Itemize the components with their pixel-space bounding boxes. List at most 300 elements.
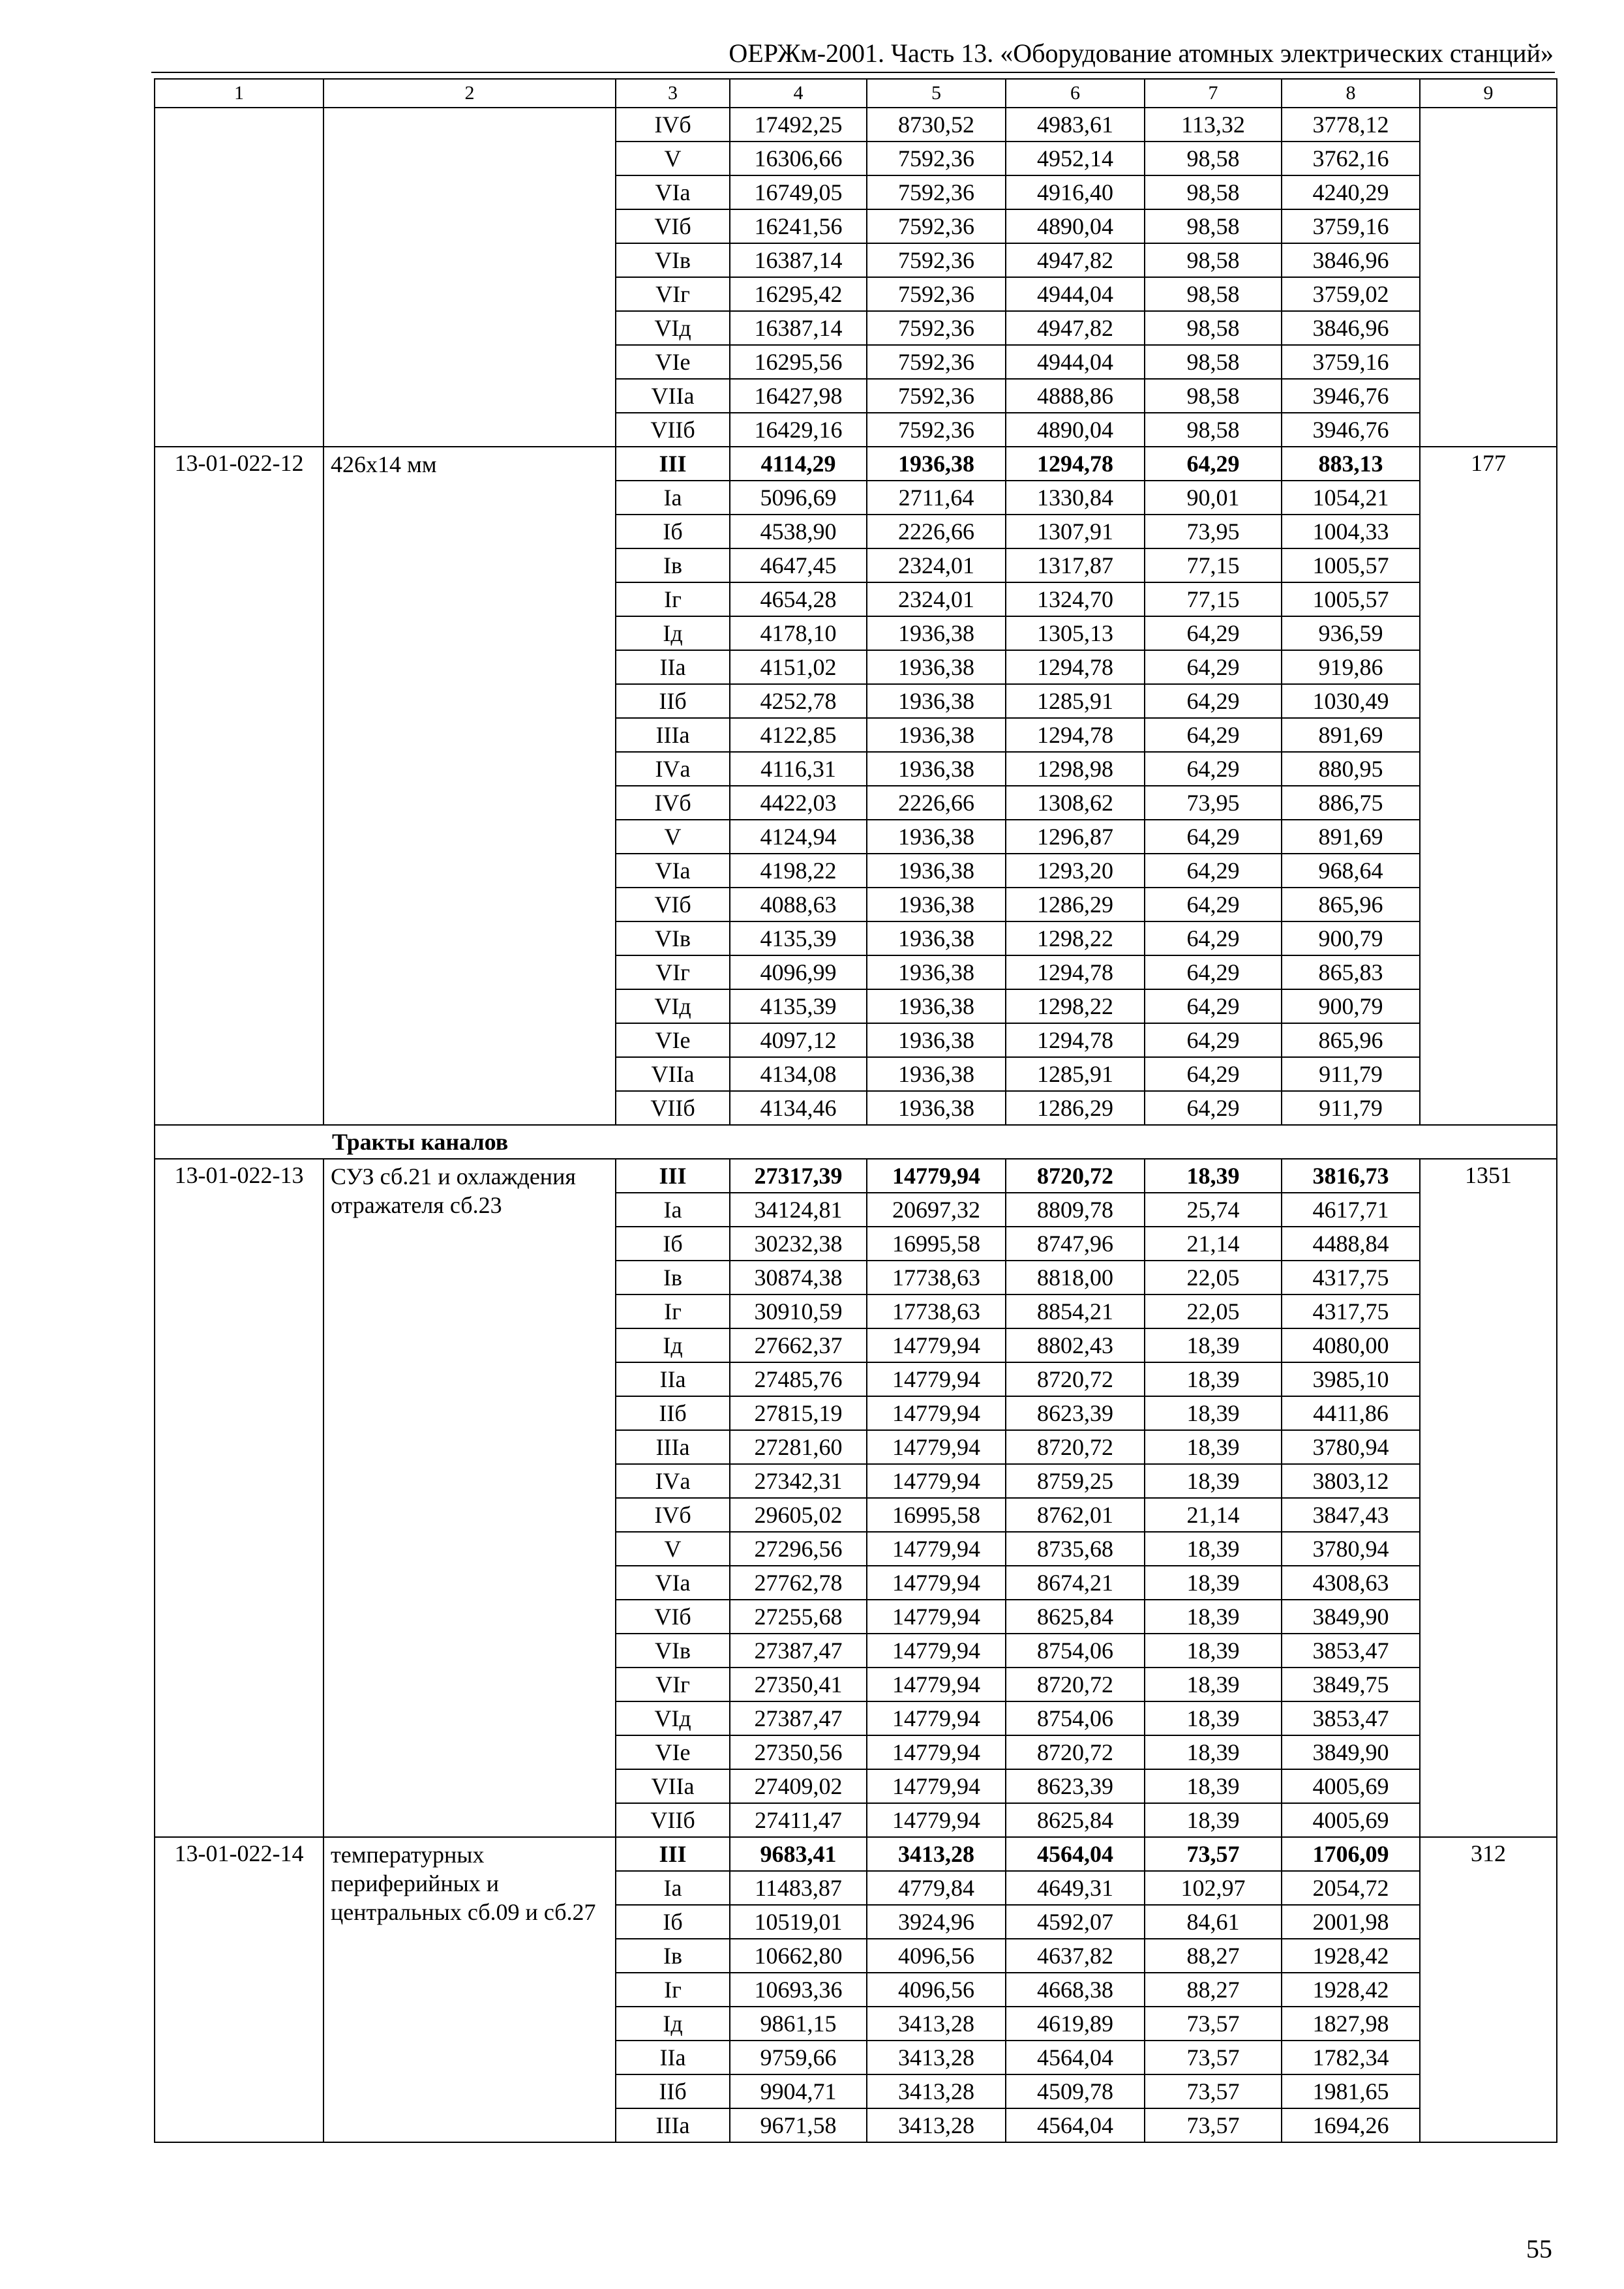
materials-cost-cell: 4240,29 (1282, 175, 1420, 209)
wages-cell: 4096,56 (867, 1939, 1006, 1973)
base-cost-cell: 27281,60 (730, 1430, 867, 1464)
materials-cost-cell: 865,96 (1282, 1023, 1420, 1057)
labor-norm: 312 (1420, 1837, 1557, 2142)
materials-cost-cell: 1005,57 (1282, 582, 1420, 616)
machine-cost-cell: 1285,91 (1006, 1057, 1145, 1091)
base-cost-cell: 16387,14 (730, 243, 867, 277)
table-row (155, 447, 1557, 481)
wages-cell: 7592,36 (867, 413, 1006, 447)
zone-cell: Iд (616, 2007, 730, 2041)
machinist-wages-cell: 73,57 (1145, 2074, 1282, 2108)
machinist-wages-cell: 98,58 (1145, 379, 1282, 413)
machine-cost-cell: 4916,40 (1006, 175, 1145, 209)
materials-cost-cell: 3985,10 (1282, 1362, 1420, 1396)
machine-cost-cell: 8809,78 (1006, 1193, 1145, 1227)
base-cost-cell: 4116,31 (730, 752, 867, 786)
zone-cell: VIг (616, 955, 730, 989)
machine-cost-cell: 1298,98 (1006, 752, 1145, 786)
rate-name: 426x14 мм (323, 447, 616, 1125)
zone-cell: Iг (616, 1973, 730, 2007)
wages-cell: 1936,38 (867, 684, 1006, 718)
wages-cell: 8730,52 (867, 108, 1006, 142)
materials-cost-cell: 880,95 (1282, 752, 1420, 786)
machine-cost-cell: 1296,87 (1006, 820, 1145, 854)
zone-cell: Iв (616, 548, 730, 582)
zone-cell: VIд (616, 311, 730, 345)
materials-cost-cell: 968,64 (1282, 854, 1420, 888)
machinist-wages-cell: 98,58 (1145, 243, 1282, 277)
base-cost-cell: 16295,56 (730, 345, 867, 379)
zone-cell: Iг (616, 582, 730, 616)
zone-cell: V (616, 1532, 730, 1566)
zone-cell: VIб (616, 209, 730, 243)
zone-cell: Iб (616, 1905, 730, 1939)
machine-cost-cell: 8754,06 (1006, 1701, 1145, 1735)
zone-cell: IIIа (616, 2108, 730, 2142)
base-cost-cell: 16749,05 (730, 175, 867, 209)
wages-cell: 7592,36 (867, 142, 1006, 175)
machine-cost-cell: 4564,04 (1006, 1837, 1145, 1871)
wages-cell: 7592,36 (867, 311, 1006, 345)
zone-cell: VIд (616, 989, 730, 1023)
base-cost-cell: 16241,56 (730, 209, 867, 243)
base-cost-cell: 9683,41 (730, 1837, 867, 1871)
wages-cell: 1936,38 (867, 1057, 1006, 1091)
wages-cell: 1936,38 (867, 1023, 1006, 1057)
machine-cost-cell: 1308,62 (1006, 786, 1145, 820)
materials-cost-cell: 911,79 (1282, 1057, 1420, 1091)
base-cost-cell: 30874,38 (730, 1261, 867, 1294)
column-number: 4 (730, 79, 867, 108)
wages-cell: 7592,36 (867, 379, 1006, 413)
machine-cost-cell: 8762,01 (1006, 1498, 1145, 1532)
zone-cell: VIа (616, 1566, 730, 1600)
zone-cell: VIе (616, 345, 730, 379)
base-cost-cell: 27387,47 (730, 1701, 867, 1735)
materials-cost-cell: 3778,12 (1282, 108, 1420, 142)
materials-cost-cell: 3846,96 (1282, 311, 1420, 345)
machine-cost-cell: 4509,78 (1006, 2074, 1145, 2108)
machine-cost-cell: 4947,82 (1006, 243, 1145, 277)
machinist-wages-cell: 25,74 (1145, 1193, 1282, 1227)
machinist-wages-cell: 73,57 (1145, 2007, 1282, 2041)
wages-cell: 7592,36 (867, 175, 1006, 209)
materials-cost-cell: 3946,76 (1282, 413, 1420, 447)
zone-cell: III (616, 1159, 730, 1193)
wages-cell: 14779,94 (867, 1566, 1006, 1600)
wages-cell: 3924,96 (867, 1905, 1006, 1939)
wages-cell: 1936,38 (867, 989, 1006, 1023)
machine-cost-cell: 8720,72 (1006, 1430, 1145, 1464)
machine-cost-cell: 1298,22 (1006, 989, 1145, 1023)
base-cost-cell: 9759,66 (730, 2041, 867, 2074)
machinist-wages-cell: 64,29 (1145, 820, 1282, 854)
base-cost-cell: 16429,16 (730, 413, 867, 447)
header-rule (151, 72, 1555, 73)
materials-cost-cell: 883,13 (1282, 447, 1420, 481)
machine-cost-cell: 1317,87 (1006, 548, 1145, 582)
machinist-wages-cell: 88,27 (1145, 1973, 1282, 2007)
column-number: 7 (1145, 79, 1282, 108)
base-cost-cell: 4151,02 (730, 650, 867, 684)
materials-cost-cell: 4005,69 (1282, 1769, 1420, 1803)
zone-cell: IIб (616, 684, 730, 718)
machine-cost-cell: 4888,86 (1006, 379, 1145, 413)
machine-cost-cell: 4890,04 (1006, 413, 1145, 447)
wages-cell: 2324,01 (867, 582, 1006, 616)
machinist-wages-cell: 18,39 (1145, 1532, 1282, 1566)
base-cost-cell: 27387,47 (730, 1634, 867, 1668)
machinist-wages-cell: 21,14 (1145, 1498, 1282, 1532)
machine-cost-cell: 8720,72 (1006, 1159, 1145, 1193)
materials-cost-cell: 4488,84 (1282, 1227, 1420, 1261)
machine-cost-cell: 8674,21 (1006, 1566, 1145, 1600)
base-cost-cell: 10519,01 (730, 1905, 867, 1939)
materials-cost-cell: 1054,21 (1282, 481, 1420, 515)
rate-name (323, 108, 616, 447)
wages-cell: 4096,56 (867, 1973, 1006, 2007)
zone-cell: IVб (616, 1498, 730, 1532)
machinist-wages-cell: 18,39 (1145, 1566, 1282, 1600)
wages-cell: 7592,36 (867, 243, 1006, 277)
machine-cost-cell: 8720,72 (1006, 1668, 1145, 1701)
wages-cell: 16995,58 (867, 1498, 1006, 1532)
zone-cell: VIа (616, 854, 730, 888)
column-number: 9 (1420, 79, 1557, 108)
base-cost-cell: 30910,59 (730, 1294, 867, 1328)
machinist-wages-cell: 64,29 (1145, 955, 1282, 989)
base-cost-cell: 27350,41 (730, 1668, 867, 1701)
machine-cost-cell: 8759,25 (1006, 1464, 1145, 1498)
wages-cell: 1936,38 (867, 1091, 1006, 1125)
base-cost-cell: 4538,90 (730, 515, 867, 548)
machinist-wages-cell: 18,39 (1145, 1362, 1282, 1396)
base-cost-cell: 10693,36 (730, 1973, 867, 2007)
materials-cost-cell: 886,75 (1282, 786, 1420, 820)
materials-cost-cell: 1827,98 (1282, 2007, 1420, 2041)
machinist-wages-cell: 90,01 (1145, 481, 1282, 515)
column-number: 3 (616, 79, 730, 108)
machine-cost-cell: 8754,06 (1006, 1634, 1145, 1668)
materials-cost-cell: 1005,57 (1282, 548, 1420, 582)
base-cost-cell: 9671,58 (730, 2108, 867, 2142)
materials-cost-cell: 4005,69 (1282, 1803, 1420, 1837)
machine-cost-cell: 1286,29 (1006, 1091, 1145, 1125)
labor-norm: 1351 (1420, 1159, 1557, 1837)
machine-cost-cell: 1324,70 (1006, 582, 1145, 616)
section-title: Тракты каналов (155, 1125, 1557, 1159)
machine-cost-cell: 4668,38 (1006, 1973, 1145, 2007)
zone-cell: VIг (616, 1668, 730, 1701)
wages-cell: 14779,94 (867, 1464, 1006, 1498)
base-cost-cell: 27411,47 (730, 1803, 867, 1837)
machine-cost-cell: 1294,78 (1006, 718, 1145, 752)
zone-cell: VIIа (616, 1057, 730, 1091)
machinist-wages-cell: 21,14 (1145, 1227, 1282, 1261)
machine-cost-cell: 1330,84 (1006, 481, 1145, 515)
wages-cell: 14779,94 (867, 1532, 1006, 1566)
machinist-wages-cell: 64,29 (1145, 718, 1282, 752)
zone-cell: IIIа (616, 718, 730, 752)
column-number: 1 (155, 79, 323, 108)
base-cost-cell: 4134,46 (730, 1091, 867, 1125)
machinist-wages-cell: 98,58 (1145, 345, 1282, 379)
wages-cell: 14779,94 (867, 1600, 1006, 1634)
materials-cost-cell: 3780,94 (1282, 1430, 1420, 1464)
wages-cell: 2324,01 (867, 548, 1006, 582)
machinist-wages-cell: 98,58 (1145, 277, 1282, 311)
materials-cost-cell: 3849,75 (1282, 1668, 1420, 1701)
machine-cost-cell: 4947,82 (1006, 311, 1145, 345)
machinist-wages-cell: 88,27 (1145, 1939, 1282, 1973)
machinist-wages-cell: 64,29 (1145, 447, 1282, 481)
rate-code: 13-01-022-14 (155, 1837, 323, 2142)
machinist-wages-cell: 73,95 (1145, 515, 1282, 548)
wages-cell: 4779,84 (867, 1871, 1006, 1905)
zone-cell: VIIа (616, 379, 730, 413)
machinist-wages-cell: 64,29 (1145, 921, 1282, 955)
machine-cost-cell: 4890,04 (1006, 209, 1145, 243)
machinist-wages-cell: 18,39 (1145, 1396, 1282, 1430)
machine-cost-cell: 1293,20 (1006, 854, 1145, 888)
zone-cell: Iв (616, 1939, 730, 1973)
base-cost-cell: 27342,31 (730, 1464, 867, 1498)
materials-cost-cell: 900,79 (1282, 921, 1420, 955)
base-cost-cell: 27762,78 (730, 1566, 867, 1600)
machinist-wages-cell: 18,39 (1145, 1634, 1282, 1668)
zone-cell: IVа (616, 752, 730, 786)
base-cost-cell: 4122,85 (730, 718, 867, 752)
base-cost-cell: 27350,56 (730, 1735, 867, 1769)
rate-name: СУЗ сб.21 и охлаждения отражателя сб.23 (323, 1159, 616, 1837)
zone-cell: IIIа (616, 1430, 730, 1464)
materials-cost-cell: 936,59 (1282, 616, 1420, 650)
materials-cost-cell: 3846,96 (1282, 243, 1420, 277)
machine-cost-cell: 8720,72 (1006, 1362, 1145, 1396)
materials-cost-cell: 1928,42 (1282, 1939, 1420, 1973)
materials-cost-cell: 1981,65 (1282, 2074, 1420, 2108)
materials-cost-cell: 4308,63 (1282, 1566, 1420, 1600)
zone-cell: Iд (616, 616, 730, 650)
column-number: 5 (867, 79, 1006, 108)
machinist-wages-cell: 18,39 (1145, 1735, 1282, 1769)
zone-cell: VIв (616, 1634, 730, 1668)
wages-cell: 2226,66 (867, 515, 1006, 548)
machinist-wages-cell: 77,15 (1145, 548, 1282, 582)
machinist-wages-cell: 73,57 (1145, 2041, 1282, 2074)
wages-cell: 14779,94 (867, 1735, 1006, 1769)
machine-cost-cell: 1294,78 (1006, 447, 1145, 481)
zone-cell: V (616, 142, 730, 175)
machinist-wages-cell: 22,05 (1145, 1294, 1282, 1328)
machine-cost-cell: 8854,21 (1006, 1294, 1145, 1328)
table-row (155, 1159, 1557, 1193)
wages-cell: 14779,94 (867, 1430, 1006, 1464)
labor-norm (1420, 108, 1557, 447)
machinist-wages-cell: 98,58 (1145, 311, 1282, 345)
machinist-wages-cell: 98,58 (1145, 209, 1282, 243)
zone-cell: VIе (616, 1735, 730, 1769)
rate-code (155, 108, 323, 447)
base-cost-cell: 11483,87 (730, 1871, 867, 1905)
machinist-wages-cell: 64,29 (1145, 1023, 1282, 1057)
base-cost-cell: 4647,45 (730, 548, 867, 582)
wages-cell: 1936,38 (867, 921, 1006, 955)
wages-cell: 14779,94 (867, 1701, 1006, 1735)
machinist-wages-cell: 98,58 (1145, 142, 1282, 175)
materials-cost-cell: 865,96 (1282, 888, 1420, 921)
wages-cell: 1936,38 (867, 616, 1006, 650)
materials-cost-cell: 4317,75 (1282, 1294, 1420, 1328)
machinist-wages-cell: 18,39 (1145, 1159, 1282, 1193)
machinist-wages-cell: 84,61 (1145, 1905, 1282, 1939)
wages-cell: 1936,38 (867, 854, 1006, 888)
rates-table (154, 78, 1557, 2143)
wages-cell: 2226,66 (867, 786, 1006, 820)
wages-cell: 1936,38 (867, 752, 1006, 786)
machine-cost-cell: 1294,78 (1006, 1023, 1145, 1057)
base-cost-cell: 4134,08 (730, 1057, 867, 1091)
wages-cell: 1936,38 (867, 718, 1006, 752)
machine-cost-cell: 4564,04 (1006, 2108, 1145, 2142)
materials-cost-cell: 1706,09 (1282, 1837, 1420, 1871)
zone-cell: VIе (616, 1023, 730, 1057)
materials-cost-cell: 1030,49 (1282, 684, 1420, 718)
machine-cost-cell: 4592,07 (1006, 1905, 1145, 1939)
zone-cell: III (616, 1837, 730, 1871)
materials-cost-cell: 865,83 (1282, 955, 1420, 989)
base-cost-cell: 4178,10 (730, 616, 867, 650)
materials-cost-cell: 1694,26 (1282, 2108, 1420, 2142)
base-cost-cell: 27485,76 (730, 1362, 867, 1396)
materials-cost-cell: 3762,16 (1282, 142, 1420, 175)
zone-cell: IIб (616, 1396, 730, 1430)
base-cost-cell: 30232,38 (730, 1227, 867, 1261)
zone-cell: IIб (616, 2074, 730, 2108)
materials-cost-cell: 3803,12 (1282, 1464, 1420, 1498)
machine-cost-cell: 8625,84 (1006, 1803, 1145, 1837)
zone-cell: VIд (616, 1701, 730, 1735)
base-cost-cell: 27255,68 (730, 1600, 867, 1634)
base-cost-cell: 4088,63 (730, 888, 867, 921)
zone-cell: IVб (616, 786, 730, 820)
zone-cell: VIIа (616, 1769, 730, 1803)
table-row (155, 1837, 1557, 1871)
zone-cell: Iд (616, 1328, 730, 1362)
machine-cost-cell: 4944,04 (1006, 277, 1145, 311)
zone-cell: Iг (616, 1294, 730, 1328)
machine-cost-cell: 1298,22 (1006, 921, 1145, 955)
machine-cost-cell: 4952,14 (1006, 142, 1145, 175)
section-row (155, 1125, 1557, 1159)
machinist-wages-cell: 64,29 (1145, 1057, 1282, 1091)
zone-cell: Iб (616, 515, 730, 548)
base-cost-cell: 4654,28 (730, 582, 867, 616)
wages-cell: 14779,94 (867, 1634, 1006, 1668)
base-cost-cell: 4096,99 (730, 955, 867, 989)
table-row (155, 108, 1557, 142)
machine-cost-cell: 4637,82 (1006, 1939, 1145, 1973)
machine-cost-cell: 4564,04 (1006, 2041, 1145, 2074)
zone-cell: Iа (616, 1193, 730, 1227)
machinist-wages-cell: 22,05 (1145, 1261, 1282, 1294)
rate-code: 13-01-022-12 (155, 447, 323, 1125)
machinist-wages-cell: 18,39 (1145, 1769, 1282, 1803)
machine-cost-cell: 1305,13 (1006, 616, 1145, 650)
base-cost-cell: 9904,71 (730, 2074, 867, 2108)
machinist-wages-cell: 64,29 (1145, 684, 1282, 718)
machinist-wages-cell: 73,57 (1145, 1837, 1282, 1871)
zone-cell: VIб (616, 888, 730, 921)
wages-cell: 20697,32 (867, 1193, 1006, 1227)
zone-cell: IIа (616, 650, 730, 684)
base-cost-cell: 4198,22 (730, 854, 867, 888)
base-cost-cell: 27296,56 (730, 1532, 867, 1566)
machinist-wages-cell: 98,58 (1145, 413, 1282, 447)
machine-cost-cell: 1307,91 (1006, 515, 1145, 548)
machine-cost-cell: 8802,43 (1006, 1328, 1145, 1362)
materials-cost-cell: 3759,02 (1282, 277, 1420, 311)
machinist-wages-cell: 18,39 (1145, 1430, 1282, 1464)
machinist-wages-cell: 64,29 (1145, 854, 1282, 888)
wages-cell: 7592,36 (867, 345, 1006, 379)
materials-cost-cell: 3780,94 (1282, 1532, 1420, 1566)
base-cost-cell: 16295,42 (730, 277, 867, 311)
wages-cell: 1936,38 (867, 955, 1006, 989)
machine-cost-cell: 4983,61 (1006, 108, 1145, 142)
machine-cost-cell: 1285,91 (1006, 684, 1145, 718)
column-number: 8 (1282, 79, 1420, 108)
wages-cell: 14779,94 (867, 1396, 1006, 1430)
wages-cell: 7592,36 (867, 277, 1006, 311)
zone-cell: IIа (616, 2041, 730, 2074)
zone-cell: IIа (616, 1362, 730, 1396)
base-cost-cell: 5096,69 (730, 481, 867, 515)
base-cost-cell: 17492,25 (730, 108, 867, 142)
wages-cell: 1936,38 (867, 447, 1006, 481)
wages-cell: 1936,38 (867, 888, 1006, 921)
materials-cost-cell: 3849,90 (1282, 1600, 1420, 1634)
base-cost-cell: 4114,29 (730, 447, 867, 481)
wages-cell: 1936,38 (867, 650, 1006, 684)
machinist-wages-cell: 64,29 (1145, 650, 1282, 684)
base-cost-cell: 34124,81 (730, 1193, 867, 1227)
materials-cost-cell: 4317,75 (1282, 1261, 1420, 1294)
machine-cost-cell: 8623,39 (1006, 1769, 1145, 1803)
wages-cell: 1936,38 (867, 820, 1006, 854)
wages-cell: 14779,94 (867, 1362, 1006, 1396)
base-cost-cell: 16387,14 (730, 311, 867, 345)
materials-cost-cell: 891,69 (1282, 718, 1420, 752)
machinist-wages-cell: 18,39 (1145, 1701, 1282, 1735)
machine-cost-cell: 4649,31 (1006, 1871, 1145, 1905)
wages-cell: 14779,94 (867, 1159, 1006, 1193)
materials-cost-cell: 3759,16 (1282, 345, 1420, 379)
wages-cell: 3413,28 (867, 2041, 1006, 2074)
base-cost-cell: 4135,39 (730, 989, 867, 1023)
zone-cell: Iа (616, 1871, 730, 1905)
materials-cost-cell: 4080,00 (1282, 1328, 1420, 1362)
materials-cost-cell: 919,86 (1282, 650, 1420, 684)
zone-cell: VIв (616, 243, 730, 277)
zone-cell: IVа (616, 1464, 730, 1498)
materials-cost-cell: 1004,33 (1282, 515, 1420, 548)
zone-cell: V (616, 820, 730, 854)
machine-cost-cell: 8818,00 (1006, 1261, 1145, 1294)
machinist-wages-cell: 64,29 (1145, 888, 1282, 921)
materials-cost-cell: 891,69 (1282, 820, 1420, 854)
materials-cost-cell: 900,79 (1282, 989, 1420, 1023)
